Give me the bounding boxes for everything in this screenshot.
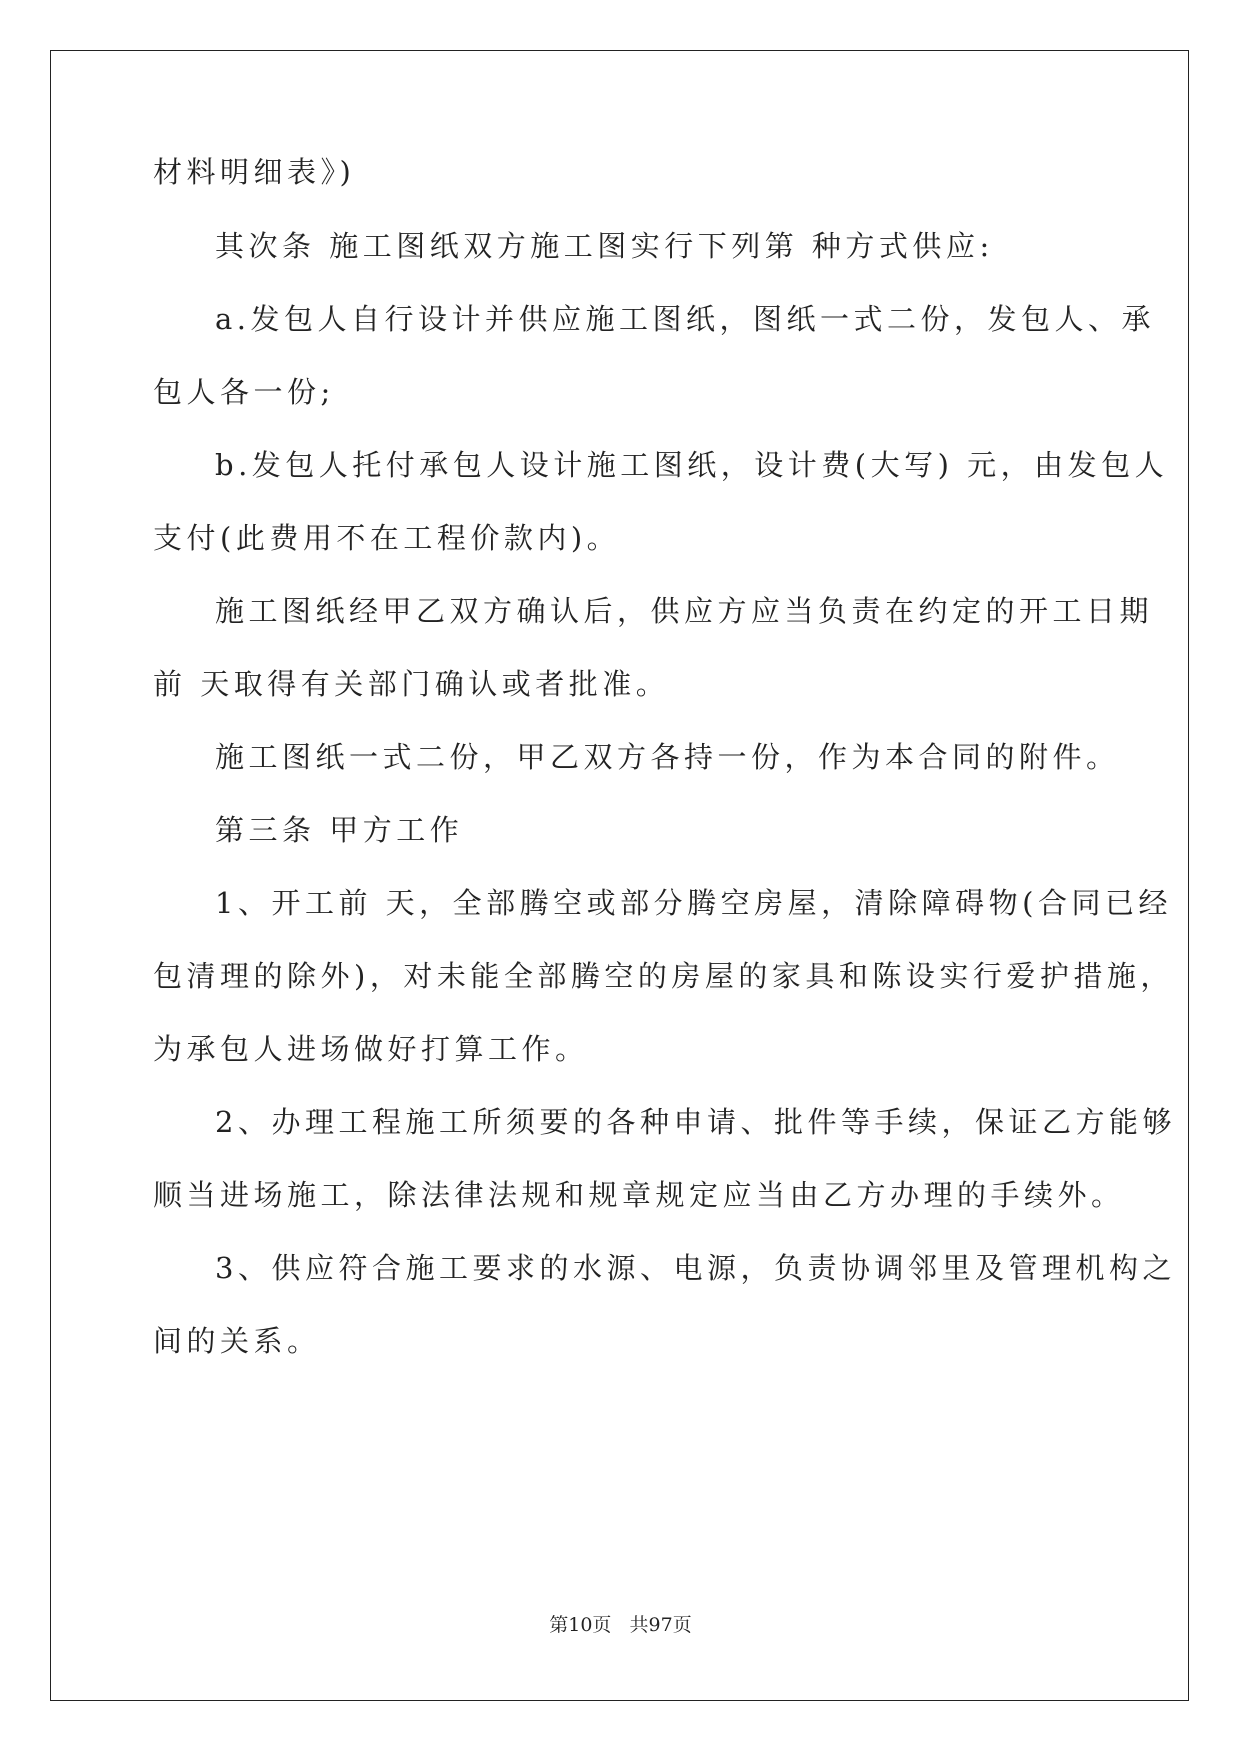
text-line: 为承包人进场做好打算工作。 bbox=[153, 1032, 589, 1066]
text-line: 包人各一份; bbox=[153, 375, 335, 409]
text-line: 支付(此费用不在工程价款内)。 bbox=[153, 521, 621, 555]
text-line: 其次条 施工图纸双方施工图实行下列第 种方式供应: bbox=[215, 229, 994, 263]
text-line: 第三条 甲方工作 bbox=[215, 813, 464, 847]
page-border bbox=[50, 50, 1189, 1701]
text-line: 3、供应符合施工要求的水源、电源，负责协调邻里及管理机构之 bbox=[215, 1251, 1176, 1285]
text-line: 前 天取得有关部门确认或者批准。 bbox=[153, 667, 670, 701]
text-line: 2、办理工程施工所须要的各种申请、批件等手续，保证乙方能够 bbox=[215, 1105, 1176, 1139]
text-line: 施工图纸一式二份，甲乙双方各持一份，作为本合同的附件。 bbox=[215, 740, 1120, 774]
text-line: b.发包人托付承包人设计施工图纸，设计费(大写) 元，由发包人 bbox=[215, 448, 1169, 482]
page-number-footer: 第10页 共97页 bbox=[549, 1614, 692, 1636]
text-line: 包清理的除外)，对未能全部腾空的房屋的家具和陈设实行爱护措施， bbox=[153, 959, 1174, 993]
text-line: 顺当进场施工，除法律法规和规章规定应当由乙方办理的手续外。 bbox=[153, 1178, 1125, 1212]
text-line: 间的关系。 bbox=[153, 1324, 321, 1358]
text-line: a.发包人自行设计并供应施工图纸，图纸一式二份，发包人、承 bbox=[215, 302, 1156, 336]
text-line: 材料明细表》) bbox=[153, 155, 356, 189]
text-line: 1、开工前 天，全部腾空或部分腾空房屋，清除障碍物(合同已经 bbox=[215, 886, 1172, 920]
text-line: 施工图纸经甲乙双方确认后，供应方应当负责在约定的开工日期 bbox=[215, 594, 1154, 628]
